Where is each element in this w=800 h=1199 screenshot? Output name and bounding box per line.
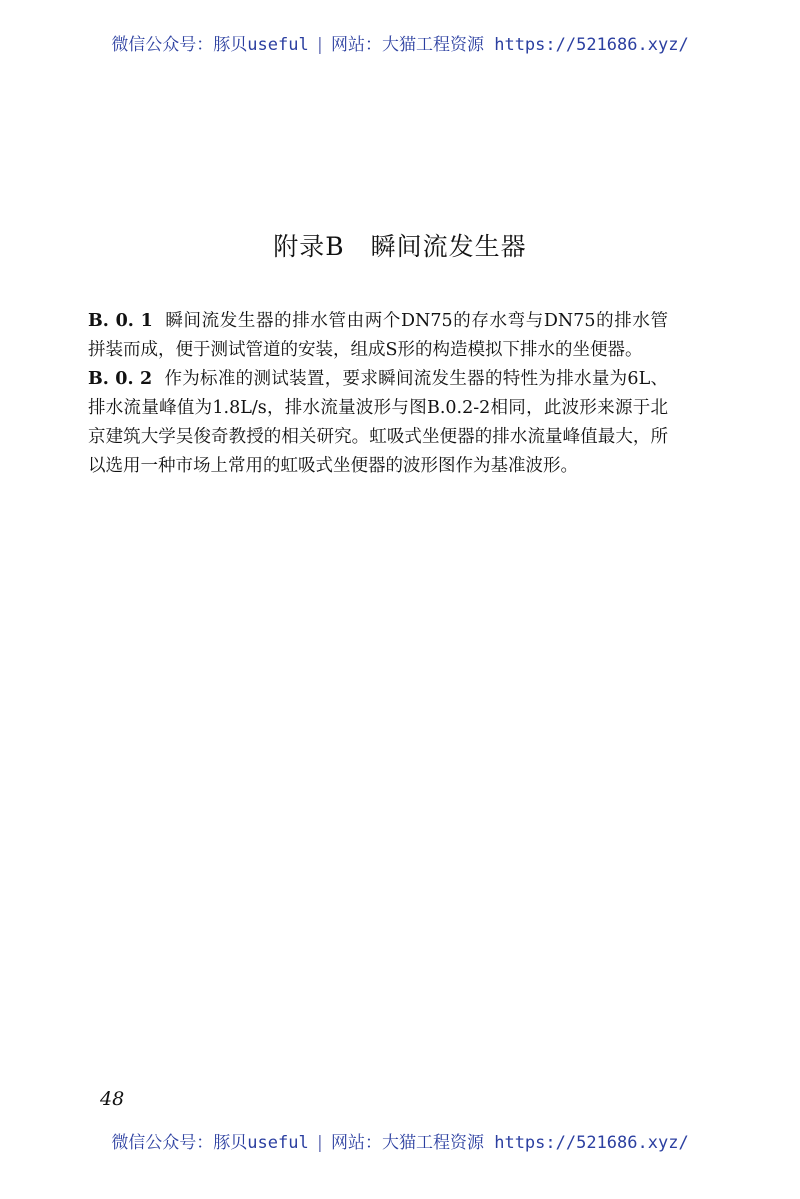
- watermark-wechat: 微信公众号：豚贝useful: [111, 1133, 309, 1153]
- watermark-wechat: 微信公众号：豚贝useful: [111, 35, 309, 55]
- watermark-top: [0, 30, 800, 55]
- watermark-separator: |: [314, 35, 325, 55]
- appendix-body: [88, 307, 668, 481]
- clause-text: 作为标准的测试装置，要求瞬间流发生器的特性为排水量为6L、排水流量峰值为1.8L/s，排水流量波形与图B.0.2-2相同，此波形来源于北京建筑大学吴俊奇教授的相关研究。虹吸式坐便器的排水流量峰值最大，所以选用一种市场上常用的虹吸式坐便器的波形图作为基准波形。: [88, 369, 668, 476]
- appendix-label: 附录B: [273, 232, 345, 261]
- clause-b01: [88, 307, 668, 365]
- watermark-website: 网站：大猫工程资源 https://521686.xyz/: [330, 35, 689, 55]
- appendix-heading: 瞬间流发生器: [370, 232, 527, 261]
- clause-b02: [88, 365, 668, 481]
- watermark-separator: |: [314, 1133, 325, 1153]
- page-number: 48: [100, 1088, 125, 1110]
- watermark-website: 网站：大猫工程资源 https://521686.xyz/: [330, 1133, 689, 1153]
- appendix-title: [0, 227, 800, 263]
- clause-number: B. 0. 2: [88, 369, 153, 389]
- clause-number: B. 0. 1: [88, 311, 153, 331]
- watermark-bottom: [0, 1128, 800, 1153]
- clause-text: 瞬间流发生器的排水管由两个DN75的存水弯与DN75的排水管拼装而成，便于测试管道的安装，组成S形的构造模拟下排水的坐便器。: [88, 311, 668, 360]
